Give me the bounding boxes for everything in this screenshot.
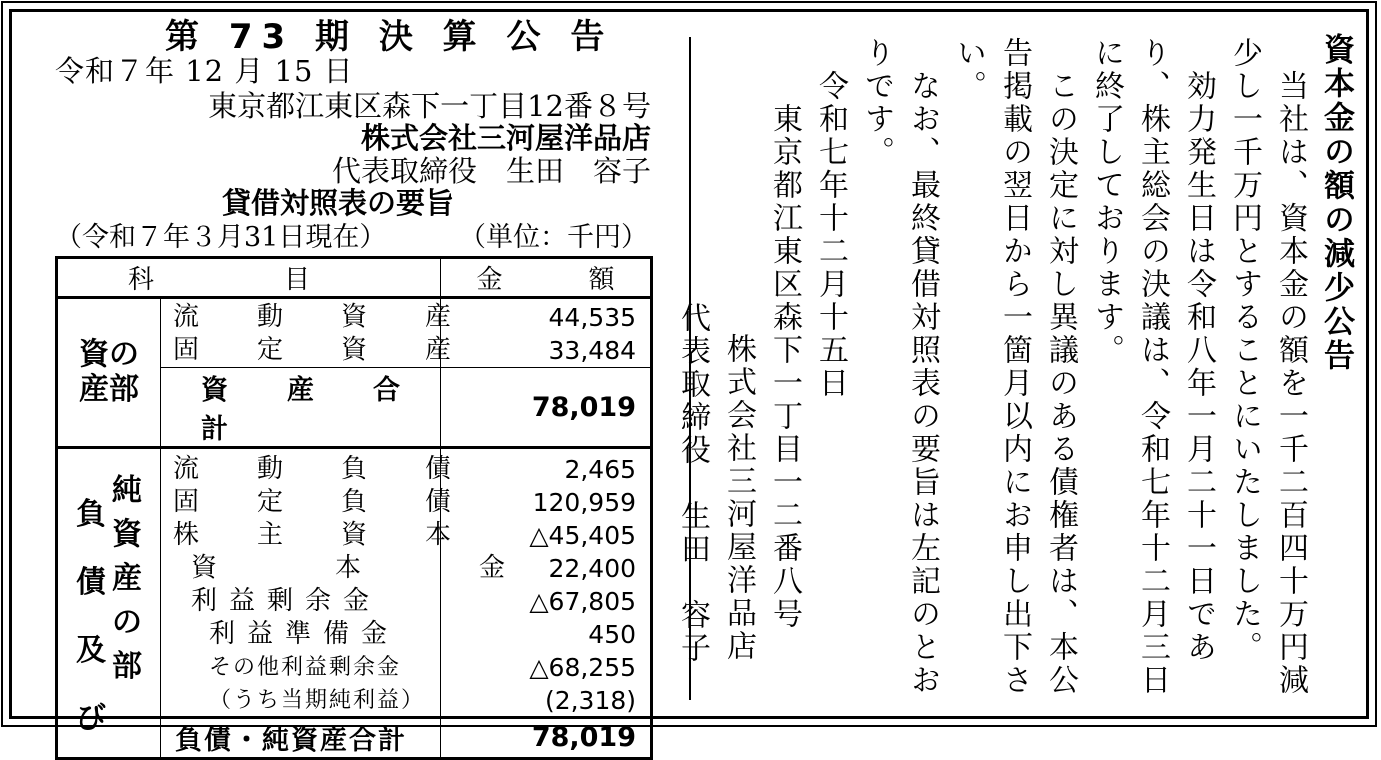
company-name: 株式会社三河屋洋品店 (360, 121, 651, 155)
body-line-6: この決定に対し異議のある債権者は、本公 (1043, 70, 1078, 697)
header-item: 科 目 (57, 258, 441, 298)
liabilities-section-label: 負 債 及 び 純 資 産 の 部 (57, 448, 161, 759)
notice-date: 令和７年 12 月 15 日 (55, 54, 354, 88)
notice-title: 第 73 期 決 算 公 告 (165, 17, 614, 57)
body-line-8: い。 (951, 37, 986, 103)
company-address: 東京都江東区森下一丁目12番８号 (208, 89, 651, 123)
list-item: 流 動 資 産 (173, 302, 468, 332)
value-cell: 22,400 (548, 554, 637, 583)
assets-section-label: 資の 産部 (57, 298, 161, 448)
assets-total-value: 78,019 (441, 368, 652, 448)
liabilities-total-value: 78,019 (441, 718, 652, 759)
list-item: その他利益剰余金 (209, 655, 402, 680)
value-cell: △67,805 (529, 587, 637, 616)
address-vertical: 東京都江東区森下一丁目一二番八号 (767, 103, 802, 631)
value-cell: △68,255 (529, 653, 637, 682)
unit-label: （単位：千円） (459, 222, 648, 253)
list-item: 株 主 資 本 (173, 520, 468, 550)
assets-total-label: 資 産 合 計 (161, 368, 441, 448)
list-item: 流 動 負 債 (173, 454, 468, 484)
body-line-5: に終了しております。 (1089, 37, 1124, 367)
assets-items (161, 298, 468, 368)
list-item: （うち当期純利益） (209, 688, 426, 713)
list-item: 固 定 資 産 (173, 335, 468, 365)
body-line-2: 少し一千万円とすることにいたしました。 (1227, 37, 1262, 664)
list-item: 利益剰余金 (191, 586, 382, 616)
body-line-7: 告掲載の翌日から一箇月以内にお申し出下さ (997, 37, 1032, 697)
value-cell: 2,465 (564, 455, 637, 484)
body-line-1: 当社は、資本金の額を一千二百四十万円減 (1273, 70, 1308, 697)
value-cell: △45,405 (529, 521, 637, 550)
value-cell: 44,535 (548, 303, 637, 332)
value-cell: 450 (588, 620, 637, 649)
list-item: 利益準備金 (209, 619, 400, 649)
liabilities-total-label: 負債・純資産合計 (161, 718, 441, 759)
body-line-10: りです。 (859, 37, 894, 169)
list-item: 固 定 負 債 (173, 487, 468, 517)
as-of-date: （令和７年３月31日現在） (55, 222, 387, 253)
balance-sheet-title: 貸借対照表の要旨 (222, 186, 455, 220)
liabilities-items (161, 448, 528, 718)
balance-sheet-table (55, 256, 653, 760)
assets-block (57, 298, 652, 368)
assets-values (441, 298, 652, 368)
table-header-row (57, 258, 652, 298)
value-cell: 33,484 (548, 336, 637, 365)
list-item: 資 本 金 (191, 553, 528, 583)
representative-vertical: 代表取締役 生田 容子 (675, 302, 710, 665)
notice-date-vertical: 令和七年十二月十五日 (813, 70, 848, 400)
body-line-3: 効力発生日は令和八年一月二十一日であ (1181, 70, 1216, 664)
company-name-vertical: 株式会社三河屋洋品店 (721, 333, 756, 663)
value-cell: (2,318) (544, 686, 637, 715)
body-line-9: なお、最終貸借対照表の要旨は左記のとお (905, 70, 940, 697)
body-line-4: り、株主総会の決議は、令和七年十二月三日 (1135, 37, 1170, 697)
liabilities-block (57, 448, 652, 718)
representative: 代表取締役 生田 容子 (331, 154, 651, 188)
capital-reduction-title: 資本金の額の減少公告 (1318, 33, 1354, 373)
header-amount: 金 額 (441, 258, 652, 298)
value-cell: 120,959 (532, 488, 637, 517)
